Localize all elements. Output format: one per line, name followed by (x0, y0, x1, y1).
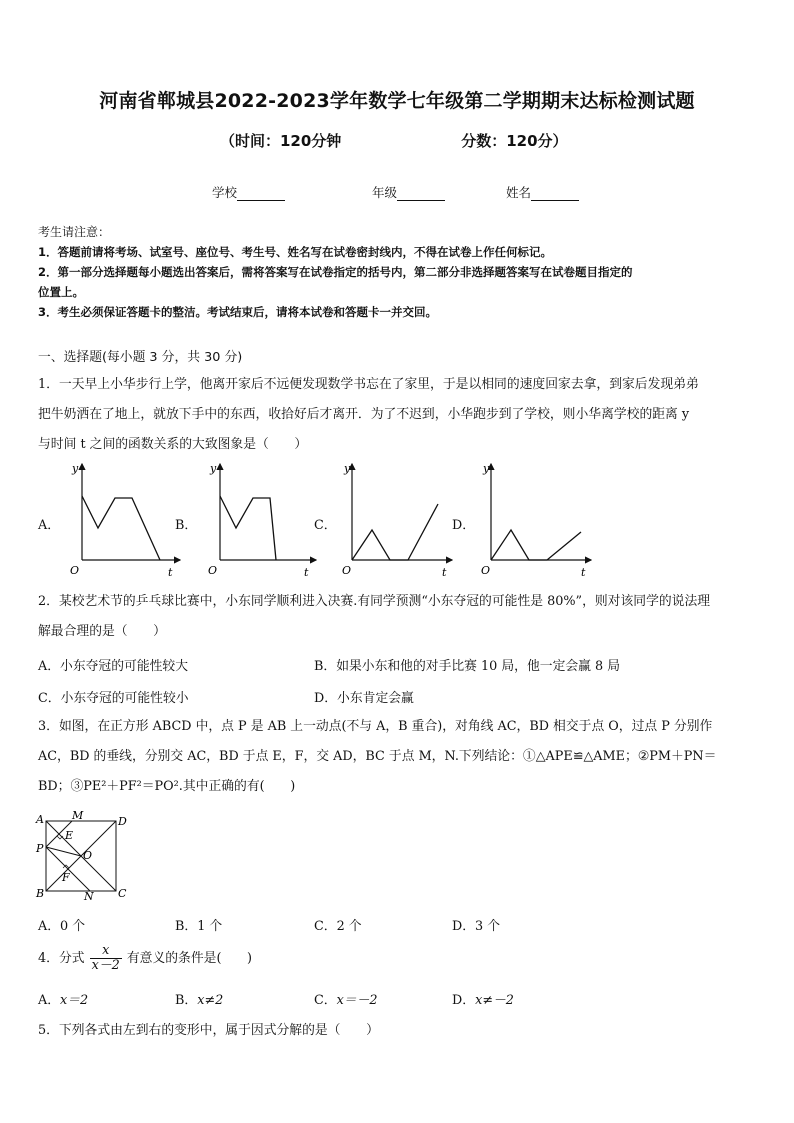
q1-graph-a[interactable] (60, 460, 185, 585)
q4-option-a-label: A． (38, 993, 61, 1008)
grade-label: 年级 (372, 185, 398, 200)
q1-option-a-label[interactable]: A． (38, 518, 61, 533)
q3-label-e: E (65, 829, 74, 842)
exam-score: 分数：120分） (461, 132, 568, 150)
exam-title: 河南省郸城县2022-2023学年数学七年级第二学期期末达标检测试题 (99, 90, 695, 112)
name-field (506, 183, 579, 201)
q1-line-2: 把牛奶洒在了地上，就放下手中的东西，收拾好后才离开．为了不迟到，小华跑步到了学校，则小华离学校的距离 y (38, 407, 690, 422)
q1-option-c-label[interactable]: C． (314, 518, 337, 533)
q3-line-1: 3．如图，在正方形 ABCD 中，点 P 是 AB 上一动点(不与 A，B 重合)，对角线 AC，BD 相交于点 O，过点 P 分别作 (38, 719, 713, 734)
q4-fraction (90, 944, 122, 973)
q4-option-a[interactable] (38, 989, 88, 1008)
q1c-x-label: t (442, 566, 447, 579)
q4-suffix: 有意义的条件是( ) (126, 951, 253, 966)
q3-label-a: A (36, 813, 44, 826)
q1-option-d-label[interactable]: D． (452, 518, 476, 533)
q4-option-b[interactable] (175, 989, 223, 1008)
q3-option-a[interactable]: A．0 个 (38, 919, 86, 934)
q3-option-c[interactable]: C．2 个 (314, 919, 362, 934)
question-1 (38, 370, 760, 460)
q1d-origin: O (481, 564, 491, 577)
notice-item-3: 3．考生必须保证答题卡的整洁。考试结束后，请将本试卷和答题卡一并交回。 (38, 305, 437, 319)
q4-option-d-label: D． (452, 993, 476, 1008)
q4-option-d[interactable] (452, 989, 514, 1008)
q3-option-b[interactable]: B．1 个 (175, 919, 223, 934)
grade-blank[interactable] (397, 186, 445, 201)
q4-denominator: x－2 (91, 958, 120, 973)
school-blank[interactable] (237, 186, 285, 201)
q4-option-c-expr: x＝－2 (336, 993, 378, 1008)
q1c-y-label: y (344, 462, 351, 475)
notice-item-2: 2．第一部分选择题每小题选出答案后，需将答案写在试卷指定的括号内，第二部分非选择题答案写在试卷题目指定的 (38, 265, 633, 279)
q3-label-c: C (118, 887, 127, 900)
q3-label-b: B (36, 887, 45, 900)
q1b-x-label: t (304, 566, 309, 579)
q2-option-b[interactable]: B．如果小东和他的对手比赛 10 局，他一定会赢 8 局 (314, 659, 621, 674)
q4-option-a-expr: x＝2 (60, 993, 89, 1008)
school-label: 学校 (212, 185, 238, 200)
question-2 (38, 587, 760, 647)
name-label: 姓名 (506, 185, 532, 200)
grade-field (372, 183, 445, 201)
q1-line-3: 与时间 t 之间的函数关系的大致图象是（ ） (38, 437, 308, 452)
q4-prefix: 4．分式 (38, 951, 85, 966)
q2-line-1: 2．某校艺术节的乒乓球比赛中，小东同学顺利进入决赛.有同学预测“小东夺冠的可能性是 80%”，则对该同学的说法理 (38, 594, 711, 609)
q4-option-d-expr: x≠－2 (475, 993, 514, 1008)
q1c-origin: O (342, 564, 352, 577)
notice-item-1: 1．答题前请将考场、试室号、座位号、考生号、姓名写在试卷密封线内，不得在试卷上作任何标记。 (38, 245, 552, 259)
q3-label-m: M (72, 811, 84, 822)
q1b-y-label: y (210, 462, 217, 475)
q3-label-d: D (118, 815, 127, 828)
q2-option-c[interactable]: C．小东夺冠的可能性较小 (38, 691, 189, 706)
q1a-y-label: y (72, 462, 79, 475)
name-blank[interactable] (531, 186, 579, 201)
section1-heading: 一、选择题(每小题 3 分，共 30 分) (38, 350, 243, 365)
question-3 (38, 712, 760, 802)
notice-heading: 考生请注意： (38, 225, 111, 239)
q1a-origin: O (70, 564, 80, 577)
q3-square-figure (34, 811, 134, 903)
q3-line-2: AC，BD 的垂线，分别交 AC，BD 于点 E，F，交 AD，BC 于点 M，N.下列结论：①△APE≌△AME；②PM＋PN＝ (38, 749, 717, 764)
q4-option-b-expr: x≠2 (197, 993, 224, 1008)
question-5: 5．下列各式由左到右的变形中，属于因式分解的是（ ） (38, 1023, 379, 1038)
notice-block (38, 222, 760, 322)
section-heading (38, 343, 760, 373)
q1-graph-b[interactable] (198, 460, 323, 585)
q4-numerator: x (90, 944, 122, 959)
q1b-origin: O (208, 564, 218, 577)
q3-label-n: N (84, 890, 94, 903)
q3-label-p: P (36, 842, 44, 855)
question-4 (38, 944, 252, 973)
q2-option-a[interactable]: A．小东夺冠的可能性较大 (38, 659, 189, 674)
q1-option-b-label[interactable]: B． (175, 518, 198, 533)
q3-line-3: BD；③PE²＋PF²＝PO².其中正确的有( ) (38, 779, 296, 794)
q1-graph-d[interactable] (475, 460, 600, 585)
school-field (212, 183, 285, 201)
q2-option-d[interactable]: D．小东肯定会赢 (314, 691, 414, 706)
q1a-x-label: t (168, 566, 173, 579)
q4-option-c-label: C． (314, 993, 337, 1008)
q3-label-f: F (62, 871, 70, 884)
q1d-y-label: y (483, 462, 490, 475)
notice-item-2-cont: 位置上。 (38, 285, 84, 299)
q4-option-c[interactable] (314, 989, 378, 1008)
q2-line-2: 解最合理的是（ ） (38, 624, 166, 639)
q4-option-b-label: B． (175, 993, 198, 1008)
q1d-x-label: t (581, 566, 586, 579)
q1-graph-c[interactable] (336, 460, 461, 585)
exam-time: （时间：120分钟 (220, 132, 342, 150)
exam-subtitle (220, 130, 568, 151)
q1-line-1: 1．一天早上小华步行上学，他离开家后不远便发现数学书忘在了家里，于是以相同的速度回家去拿，到家后发现弟弟 (38, 377, 699, 392)
q3-label-o: O (83, 849, 93, 862)
q3-option-d[interactable]: D．3 个 (452, 919, 501, 934)
